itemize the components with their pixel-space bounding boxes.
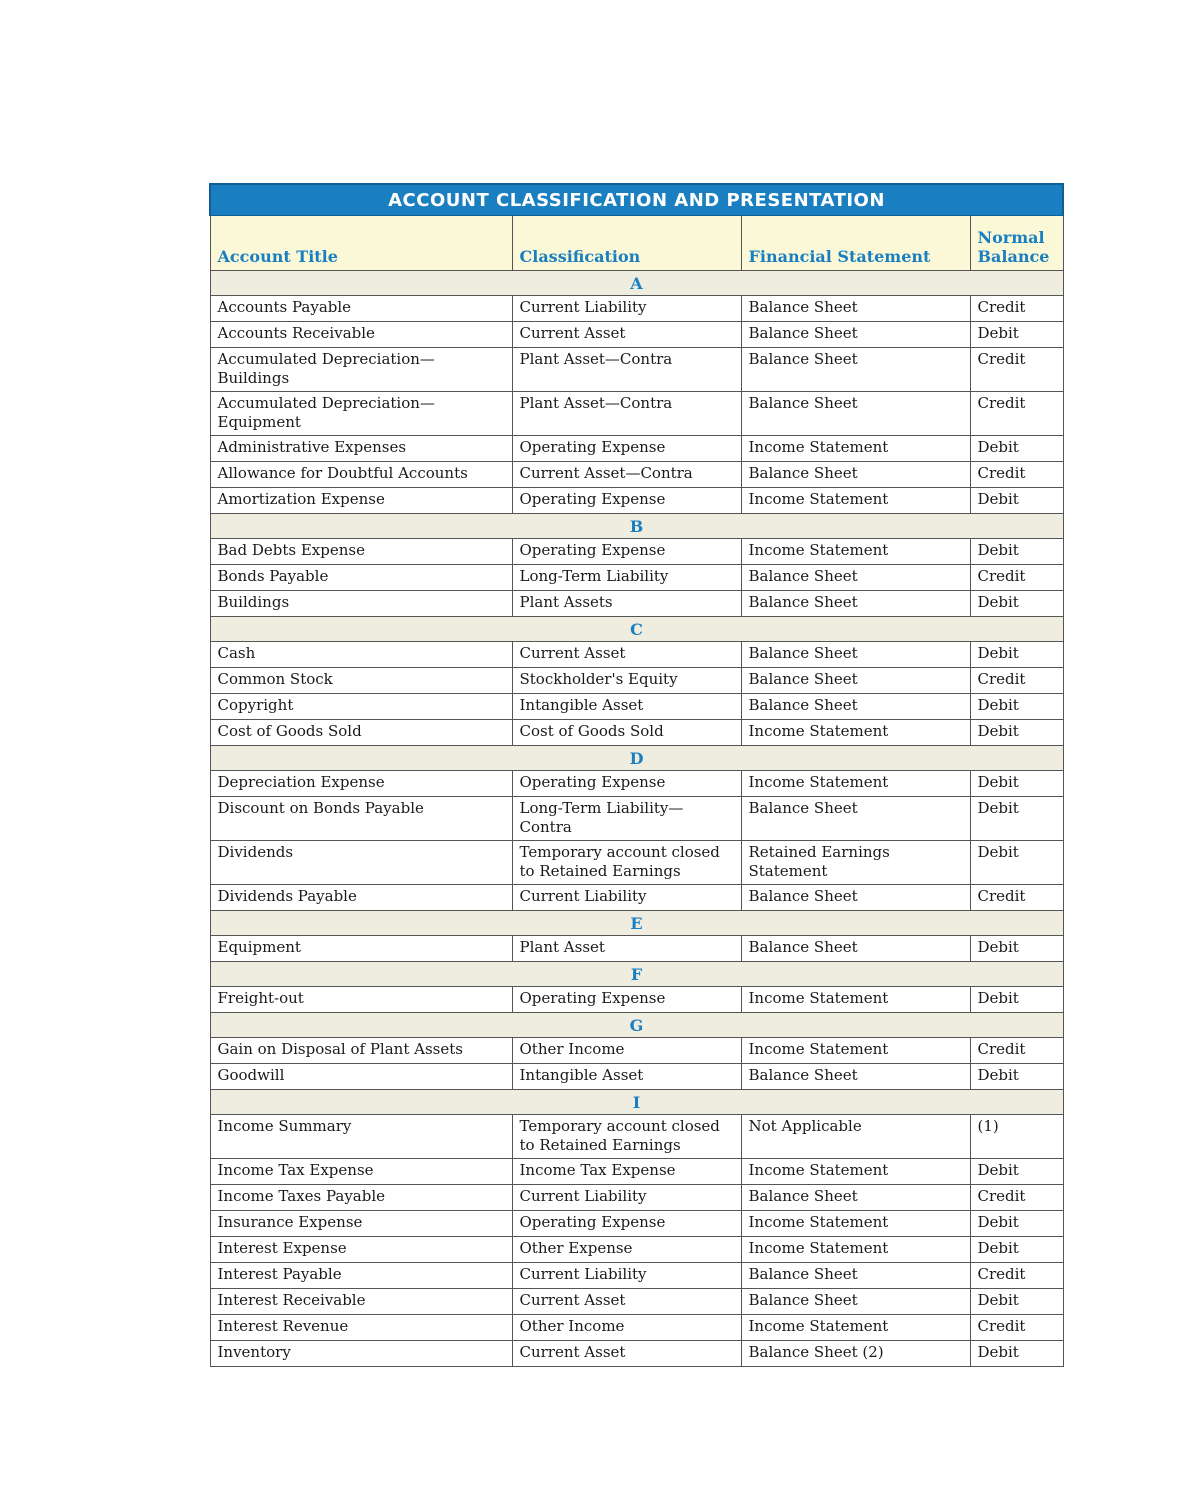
table-row: [210, 841, 1063, 885]
account-title-cell: Interest Revenue: [210, 1315, 512, 1341]
account-title-cell: Freight-out: [210, 987, 512, 1013]
table-row: [210, 1263, 1063, 1289]
classification-cell: Temporary account closed to Retained Earnings: [512, 1115, 741, 1159]
classification-cell: Current Asset: [512, 1341, 741, 1367]
normal-balance-cell: Credit: [970, 668, 1063, 694]
table-row: [210, 436, 1063, 462]
normal-balance-cell: Credit: [970, 392, 1063, 436]
account-title-cell: Dividends: [210, 841, 512, 885]
normal-balance-cell: Credit: [970, 462, 1063, 488]
account-title-cell: Equipment: [210, 936, 512, 962]
table-row: [210, 642, 1063, 668]
classification-cell: Operating Expense: [512, 488, 741, 514]
account-title-cell: Administrative Expenses: [210, 436, 512, 462]
normal-balance-cell: Debit: [970, 1237, 1063, 1263]
normal-balance-cell: Debit: [970, 591, 1063, 617]
normal-balance-cell: Debit: [970, 539, 1063, 565]
classification-cell: Long-Term Liability—Contra: [512, 797, 741, 841]
financial-statement-cell: Balance Sheet: [741, 1185, 970, 1211]
table-row: [210, 797, 1063, 841]
account-title-cell: Insurance Expense: [210, 1211, 512, 1237]
account-title-cell: Cash: [210, 642, 512, 668]
normal-balance-cell: Debit: [970, 720, 1063, 746]
normal-balance-cell: (1): [970, 1115, 1063, 1159]
table-title: ACCOUNT CLASSIFICATION AND PRESENTATION: [210, 184, 1063, 216]
financial-statement-cell: Balance Sheet: [741, 591, 970, 617]
classification-cell: Current Asset—Contra: [512, 462, 741, 488]
section-header-row: [210, 617, 1063, 642]
financial-statement-cell: Income Statement: [741, 1237, 970, 1263]
normal-balance-cell: Debit: [970, 1064, 1063, 1090]
header-normal-balance: [970, 216, 1063, 271]
section-header-row: [210, 271, 1063, 296]
table-row: [210, 1159, 1063, 1185]
account-title-cell: Dividends Payable: [210, 885, 512, 911]
financial-statement-cell: Income Statement: [741, 720, 970, 746]
normal-balance-cell: Debit: [970, 987, 1063, 1013]
account-title-cell: Income Summary: [210, 1115, 512, 1159]
classification-cell: Current Liability: [512, 1263, 741, 1289]
financial-statement-cell: Balance Sheet: [741, 322, 970, 348]
financial-statement-cell: Balance Sheet: [741, 348, 970, 392]
classification-cell: Current Asset: [512, 642, 741, 668]
normal-balance-cell: Credit: [970, 1038, 1063, 1064]
account-title-cell: Income Taxes Payable: [210, 1185, 512, 1211]
normal-balance-cell: Debit: [970, 1159, 1063, 1185]
table-row: [210, 1185, 1063, 1211]
account-title-cell: Accounts Payable: [210, 296, 512, 322]
account-classification-table: [209, 183, 1064, 1367]
normal-balance-cell: Debit: [970, 642, 1063, 668]
table-row: [210, 668, 1063, 694]
financial-statement-cell: Income Statement: [741, 1159, 970, 1185]
header-financial-statement: Financial Statement: [741, 216, 970, 271]
classification-cell: Operating Expense: [512, 987, 741, 1013]
account-title-cell: Interest Receivable: [210, 1289, 512, 1315]
classification-cell: Plant Asset—Contra: [512, 348, 741, 392]
account-title-cell: Accumulated Depreciation—Equipment: [210, 392, 512, 436]
normal-balance-cell: Debit: [970, 771, 1063, 797]
financial-statement-cell: Balance Sheet: [741, 1289, 970, 1315]
table-row: [210, 462, 1063, 488]
section-header-row: [210, 514, 1063, 539]
table-row: [210, 1237, 1063, 1263]
account-title-cell: Inventory: [210, 1341, 512, 1367]
classification-cell: Intangible Asset: [512, 694, 741, 720]
classification-cell: Operating Expense: [512, 539, 741, 565]
financial-statement-cell: Balance Sheet: [741, 694, 970, 720]
classification-cell: Operating Expense: [512, 436, 741, 462]
table-body: [210, 271, 1063, 1367]
classification-cell: Current Asset: [512, 1289, 741, 1315]
financial-statement-cell: Not Applicable: [741, 1115, 970, 1159]
header-normal-balance-line2: Balance: [977, 247, 1050, 266]
section-header-row: [210, 1090, 1063, 1115]
header-account-title: Account Title: [210, 216, 512, 271]
account-title-cell: Amortization Expense: [210, 488, 512, 514]
classification-cell: Plant Asset: [512, 936, 741, 962]
classification-cell: Current Liability: [512, 885, 741, 911]
account-title-cell: Accounts Receivable: [210, 322, 512, 348]
table-row: [210, 322, 1063, 348]
classification-cell: Cost of Goods Sold: [512, 720, 741, 746]
normal-balance-cell: Debit: [970, 1341, 1063, 1367]
account-title-cell: Interest Expense: [210, 1237, 512, 1263]
financial-statement-cell: Balance Sheet: [741, 1263, 970, 1289]
table-row: [210, 1289, 1063, 1315]
section-letter: B: [210, 514, 1063, 539]
financial-statement-cell: Income Statement: [741, 771, 970, 797]
normal-balance-cell: Credit: [970, 348, 1063, 392]
financial-statement-cell: Income Statement: [741, 987, 970, 1013]
account-title-cell: Allowance for Doubtful Accounts: [210, 462, 512, 488]
classification-cell: Long-Term Liability: [512, 565, 741, 591]
normal-balance-cell: Credit: [970, 296, 1063, 322]
financial-statement-cell: Balance Sheet: [741, 296, 970, 322]
account-title-cell: Accumulated Depreciation—Buildings: [210, 348, 512, 392]
table-row: [210, 1115, 1063, 1159]
classification-cell: Current Liability: [512, 296, 741, 322]
financial-statement-cell: Retained Earnings Statement: [741, 841, 970, 885]
normal-balance-cell: Debit: [970, 322, 1063, 348]
normal-balance-cell: Credit: [970, 885, 1063, 911]
table-row: [210, 885, 1063, 911]
table-row: [210, 539, 1063, 565]
section-header-row: [210, 1013, 1063, 1038]
financial-statement-cell: Income Statement: [741, 1038, 970, 1064]
financial-statement-cell: Balance Sheet: [741, 1064, 970, 1090]
table-row: [210, 771, 1063, 797]
normal-balance-cell: Debit: [970, 1289, 1063, 1315]
financial-statement-cell: Income Statement: [741, 436, 970, 462]
financial-statement-cell: Balance Sheet: [741, 392, 970, 436]
section-header-row: [210, 746, 1063, 771]
section-letter: E: [210, 911, 1063, 936]
account-title-cell: Cost of Goods Sold: [210, 720, 512, 746]
normal-balance-cell: Debit: [970, 1211, 1063, 1237]
classification-cell: Current Liability: [512, 1185, 741, 1211]
financial-statement-cell: Balance Sheet: [741, 462, 970, 488]
table-title-row: [210, 184, 1063, 216]
table-row: [210, 392, 1063, 436]
account-title-cell: Copyright: [210, 694, 512, 720]
normal-balance-cell: Credit: [970, 1315, 1063, 1341]
classification-cell: Temporary account closed to Retained Earnings: [512, 841, 741, 885]
section-letter: C: [210, 617, 1063, 642]
account-title-cell: Interest Payable: [210, 1263, 512, 1289]
normal-balance-cell: Debit: [970, 436, 1063, 462]
section-letter: G: [210, 1013, 1063, 1038]
account-title-cell: Gain on Disposal of Plant Assets: [210, 1038, 512, 1064]
normal-balance-cell: Credit: [970, 565, 1063, 591]
account-title-cell: Bad Debts Expense: [210, 539, 512, 565]
normal-balance-cell: Debit: [970, 841, 1063, 885]
financial-statement-cell: Balance Sheet: [741, 642, 970, 668]
header-normal-balance-line1: Normal: [977, 228, 1045, 247]
table-row: [210, 1038, 1063, 1064]
financial-statement-cell: Income Statement: [741, 539, 970, 565]
section-header-row: [210, 962, 1063, 987]
normal-balance-cell: Credit: [970, 1263, 1063, 1289]
table-row: [210, 1315, 1063, 1341]
account-title-cell: Bonds Payable: [210, 565, 512, 591]
classification-cell: Current Asset: [512, 322, 741, 348]
table-row: [210, 591, 1063, 617]
account-title-cell: Depreciation Expense: [210, 771, 512, 797]
section-letter: A: [210, 271, 1063, 296]
normal-balance-cell: Debit: [970, 797, 1063, 841]
financial-statement-cell: Balance Sheet: [741, 936, 970, 962]
section-letter: D: [210, 746, 1063, 771]
classification-cell: Intangible Asset: [512, 1064, 741, 1090]
classification-cell: Plant Assets: [512, 591, 741, 617]
account-title-cell: Buildings: [210, 591, 512, 617]
table-row: [210, 348, 1063, 392]
classification-cell: Stockholder's Equity: [512, 668, 741, 694]
normal-balance-cell: Debit: [970, 936, 1063, 962]
table-row: [210, 565, 1063, 591]
section-letter: F: [210, 962, 1063, 987]
table-row: [210, 720, 1063, 746]
classification-cell: Operating Expense: [512, 1211, 741, 1237]
normal-balance-cell: Debit: [970, 488, 1063, 514]
table-row: [210, 1341, 1063, 1367]
classification-cell: Operating Expense: [512, 771, 741, 797]
classification-cell: Other Income: [512, 1038, 741, 1064]
header-classification: Classification: [512, 216, 741, 271]
financial-statement-cell: Balance Sheet: [741, 885, 970, 911]
account-title-cell: Goodwill: [210, 1064, 512, 1090]
financial-statement-cell: Balance Sheet: [741, 668, 970, 694]
section-header-row: [210, 911, 1063, 936]
account-title-cell: Income Tax Expense: [210, 1159, 512, 1185]
normal-balance-cell: Credit: [970, 1185, 1063, 1211]
financial-statement-cell: Balance Sheet: [741, 797, 970, 841]
financial-statement-cell: Balance Sheet: [741, 565, 970, 591]
financial-statement-cell: Income Statement: [741, 1211, 970, 1237]
account-title-cell: Discount on Bonds Payable: [210, 797, 512, 841]
table-row: [210, 296, 1063, 322]
classification-cell: Plant Asset—Contra: [512, 392, 741, 436]
classification-cell: Other Expense: [512, 1237, 741, 1263]
classification-cell: Income Tax Expense: [512, 1159, 741, 1185]
financial-statement-cell: Income Statement: [741, 488, 970, 514]
normal-balance-cell: Debit: [970, 694, 1063, 720]
table-row: [210, 1064, 1063, 1090]
financial-statement-cell: Balance Sheet (2): [741, 1341, 970, 1367]
financial-statement-cell: Income Statement: [741, 1315, 970, 1341]
column-header-row: [210, 216, 1063, 271]
account-title-cell: Common Stock: [210, 668, 512, 694]
section-letter: I: [210, 1090, 1063, 1115]
classification-cell: Other Income: [512, 1315, 741, 1341]
table-row: [210, 936, 1063, 962]
table-row: [210, 1211, 1063, 1237]
table-row: [210, 694, 1063, 720]
table-row: [210, 488, 1063, 514]
table-row: [210, 987, 1063, 1013]
